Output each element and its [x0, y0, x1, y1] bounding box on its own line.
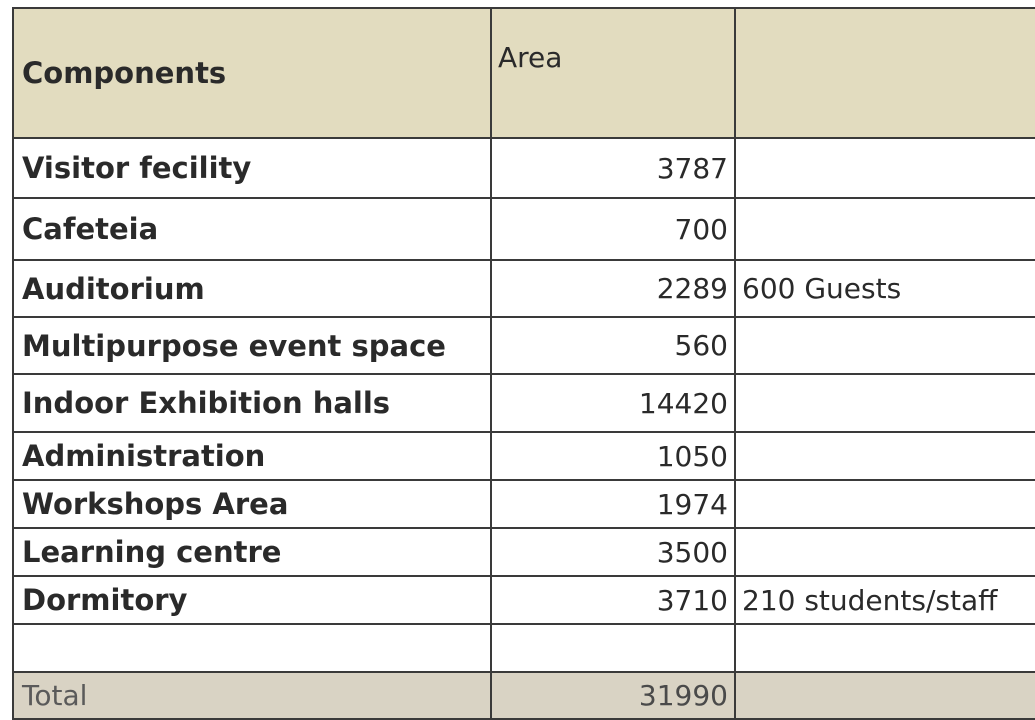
component-cell: Auditorium: [13, 260, 491, 317]
table-row: [13, 198, 1035, 260]
header-area: Area: [491, 8, 735, 138]
component-cell: Multipurpose event space: [13, 317, 491, 374]
note-cell: [735, 374, 1035, 432]
header-components: Components: [13, 8, 491, 138]
header-notes: [735, 8, 1035, 138]
header-row: [13, 8, 1035, 138]
note-cell: [735, 317, 1035, 374]
total-note: [735, 672, 1035, 719]
note-cell: [735, 480, 1035, 528]
area-table: [12, 7, 1035, 720]
note-cell: 210 students/staff: [735, 576, 1035, 624]
note-cell: [735, 624, 1035, 672]
note-cell: [735, 198, 1035, 260]
area-cell: [491, 624, 735, 672]
table-row: [13, 432, 1035, 480]
note-cell: [735, 432, 1035, 480]
component-cell: Cafeteia: [13, 198, 491, 260]
component-cell: [13, 624, 491, 672]
area-cell: 700: [491, 198, 735, 260]
area-cell: 2289: [491, 260, 735, 317]
table-row: [13, 138, 1035, 198]
component-cell: Dormitory: [13, 576, 491, 624]
note-cell: 600 Guests: [735, 260, 1035, 317]
component-cell: Visitor fecility: [13, 138, 491, 198]
table-row-empty: [13, 624, 1035, 672]
area-cell: 3710: [491, 576, 735, 624]
area-cell: 3500: [491, 528, 735, 576]
area-cell: 1974: [491, 480, 735, 528]
table-row: [13, 374, 1035, 432]
table-row: [13, 576, 1035, 624]
area-cell: 14420: [491, 374, 735, 432]
note-cell: [735, 138, 1035, 198]
table-row: [13, 528, 1035, 576]
total-area: 31990: [491, 672, 735, 719]
table-row: [13, 260, 1035, 317]
component-cell: Administration: [13, 432, 491, 480]
component-cell: Workshops Area: [13, 480, 491, 528]
total-label: Total: [13, 672, 491, 719]
total-row: [13, 672, 1035, 719]
area-cell: 560: [491, 317, 735, 374]
note-cell: [735, 528, 1035, 576]
area-cell: 1050: [491, 432, 735, 480]
area-cell: 3787: [491, 138, 735, 198]
table-row: [13, 480, 1035, 528]
table-row: [13, 317, 1035, 374]
component-cell: Indoor Exhibition halls: [13, 374, 491, 432]
component-cell: Learning centre: [13, 528, 491, 576]
